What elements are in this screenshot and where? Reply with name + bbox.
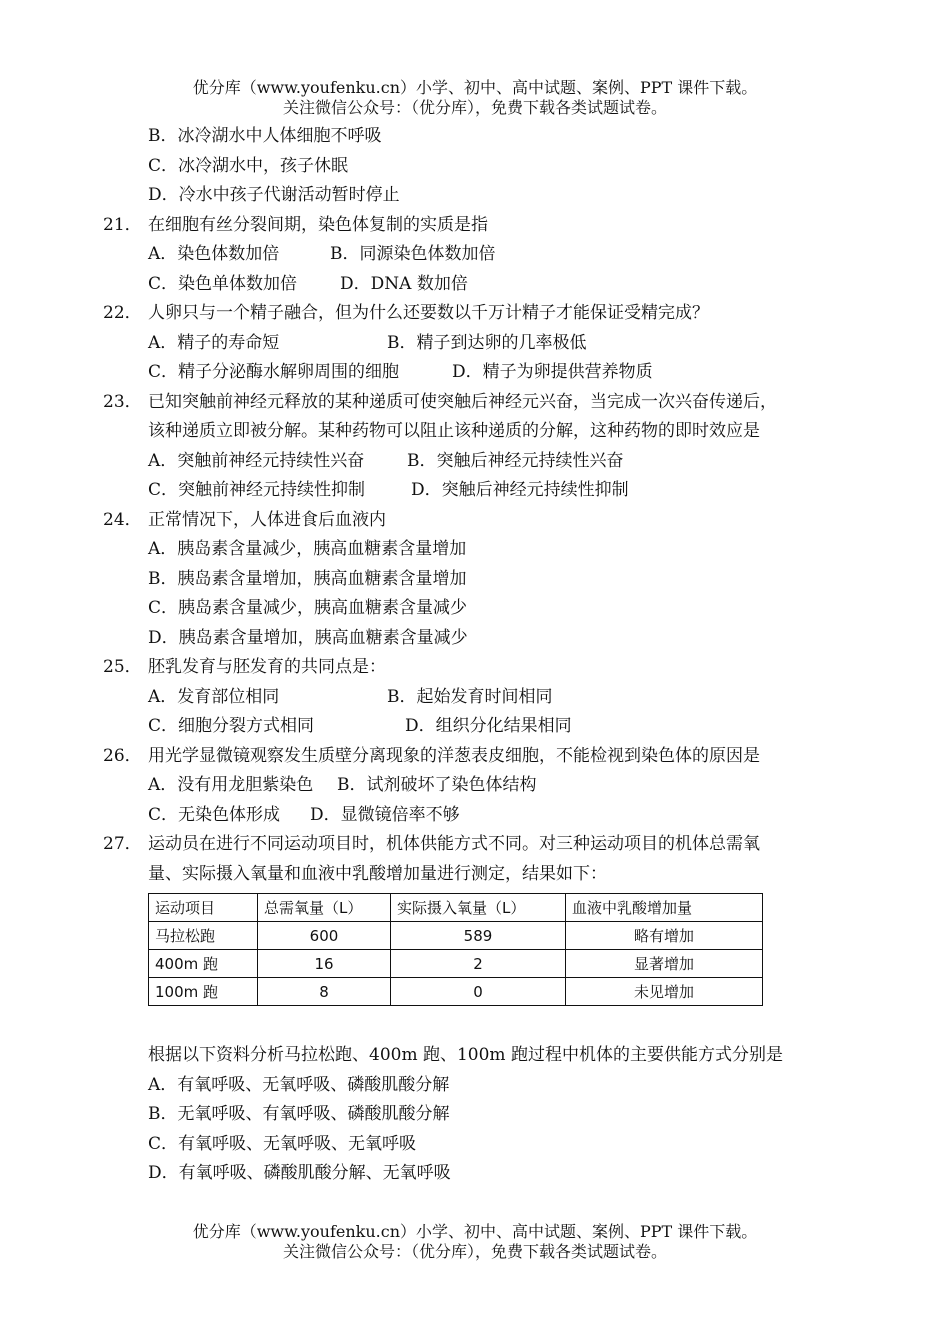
question-21: [0, 211, 950, 241]
table-row: [149, 922, 763, 950]
question-number: 26．: [103, 745, 142, 766]
question-stem: 胚乳发育与胚发育的共同点是：: [148, 657, 386, 677]
table-cell: 100m 跑: [149, 978, 258, 1006]
table-header-cell: 总需氧量（L）: [258, 894, 391, 922]
question-stem: 在细胞有丝分裂间期，染色体复制的实质是指: [148, 214, 488, 235]
prev-option-c: C．冰冷湖水中，孩子休眠: [148, 155, 349, 176]
q25-options-row-1: [0, 683, 950, 713]
q24-option-a: A．胰岛素含量减少，胰高血糖素含量增加: [148, 539, 467, 559]
q26-option-a: A．没有用龙胆紫染色: [148, 775, 314, 795]
q25-option-c: C．细胞分裂方式相同: [148, 716, 315, 736]
question-27: [0, 830, 950, 860]
q26-options-row-1: [0, 771, 950, 801]
q23-option-c: C．突触前神经元持续性抑制: [148, 480, 366, 500]
table-header-cell: 运动项目: [149, 894, 258, 922]
table-cell: 2: [391, 950, 566, 978]
table-row: [149, 950, 763, 978]
table-cell: 略有增加: [566, 922, 763, 950]
q26-option-b: B．试剂破坏了染色体结构: [337, 775, 537, 795]
question-content: [0, 122, 950, 889]
q25-option-b: B．起始发育时间相同: [387, 686, 553, 707]
question-stem: 人卵只与一个精子融合，但为什么还要数以千万计精子才能保证受精完成？: [148, 303, 709, 323]
q23-options-row-1: [0, 447, 950, 477]
q27-option-c: C．有氧呼吸、无氧呼吸、无氧呼吸: [148, 1133, 417, 1154]
q25-option-a: A．发育部位相同: [148, 686, 280, 707]
q21-option-d: D．DNA 数加倍: [340, 273, 468, 294]
question-25: [0, 653, 950, 683]
question-number: 24．: [103, 509, 142, 530]
q22-option-a: A．精子的寿命短: [148, 332, 280, 353]
q23-option-a: A．突触前神经元持续性兴奋: [148, 450, 365, 471]
q24-option-b: B．胰岛素含量增加，胰高血糖素含量增加: [148, 568, 467, 589]
q26-option-c: C．无染色体形成: [148, 804, 281, 825]
table-cell: 16: [258, 950, 391, 978]
question-22: [0, 299, 950, 329]
q21-options-row-2: [0, 270, 950, 300]
q22-options-row-2: [0, 358, 950, 388]
question-23: [0, 388, 950, 418]
q27-option-a: A．有氧呼吸、无氧呼吸、磷酸肌酸分解: [148, 1074, 450, 1095]
prev-option-d: D．冷水中孩子代谢活动暂时停止: [148, 185, 400, 205]
table-cell: 显著增加: [566, 950, 763, 978]
footer-line-2: 关注微信公众号：（优分库），免费下载各类试题试卷。: [282, 1242, 667, 1261]
q27-option-b: B．无氧呼吸、有氧呼吸、磷酸肌酸分解: [148, 1104, 450, 1124]
q25-option-d: D．组织分化结果相同: [405, 716, 572, 736]
question-stem: 正常情况下，人体进食后血液内: [148, 509, 386, 530]
q22-option-b: B．精子到达卵的几率极低: [387, 332, 587, 353]
q21-option-a: A．染色体数加倍: [148, 244, 280, 264]
question-24: [0, 506, 950, 536]
question-stem-continued: 量、实际摄入氧量和血液中乳酸增加量进行测定，结果如下：: [148, 863, 607, 884]
table-cell: 400m 跑: [149, 950, 258, 978]
prev-option-b: B．冰冷湖水中人体细胞不呼吸: [148, 126, 382, 146]
table-row: [149, 978, 763, 1006]
question-number: 23．: [103, 391, 142, 412]
q27-question-text: 根据以下资料分析马拉松跑、400m 跑、100m 跑过程中机体的主要供能方式分别是: [148, 1045, 783, 1065]
question-26: [0, 742, 950, 772]
q22-options-row-1: [0, 329, 950, 359]
q21-options-row-1: [0, 240, 950, 270]
q23-options-row-2: [0, 476, 950, 506]
question-number: 22．: [103, 303, 142, 323]
table-cell: 8: [258, 978, 391, 1006]
question-stem-continued: 该种递质立即被分解。某种药物可以阻止该种递质的分解，这种药物的即时效应是: [148, 421, 760, 441]
q24-option-c: C．胰岛素含量减少，胰高血糖素含量减少: [148, 598, 468, 618]
table-header-row: [149, 894, 763, 922]
page-header: [0, 78, 950, 118]
question-number: 25．: [103, 657, 142, 677]
page-footer: [0, 1222, 950, 1262]
table-header-cell: 实际摄入氧量（L）: [391, 894, 566, 922]
q25-options-row-2: [0, 712, 950, 742]
table-cell: 马拉松跑: [149, 922, 258, 950]
table-header-cell: 血液中乳酸增加量: [566, 894, 763, 922]
q23-option-d: D．突触后神经元持续性抑制: [411, 480, 629, 500]
q24-option-d: D．胰岛素含量增加，胰高血糖素含量减少: [148, 627, 468, 648]
question-stem: 用光学显微镜观察发生质壁分离现象的洋葱表皮细胞，不能检视到染色体的原因是: [148, 745, 760, 766]
q21-option-b: B．同源染色体数加倍: [330, 244, 496, 264]
q27-question-and-options: [0, 1041, 950, 1189]
q22-option-d: D．精子为卵提供营养物质: [452, 362, 653, 382]
question-number: 21．: [103, 214, 142, 235]
q26-options-row-2: [0, 801, 950, 831]
question-stem: 已知突触前神经元释放的某种递质可使突触后神经元兴奋，当完成一次兴奋传递后，: [148, 391, 777, 412]
table-cell: 600: [258, 922, 391, 950]
table-cell: 0: [391, 978, 566, 1006]
header-line-1: 优分库（www.youfenku.cn）小学、初中、高中试题、案例、PPT 课件下载。: [192, 78, 758, 97]
q21-option-c: C．染色单体数加倍: [148, 273, 298, 294]
q26-option-d: D．显微镜倍率不够: [310, 804, 460, 825]
q23-option-b: B．突触后神经元持续性兴奋: [407, 450, 624, 471]
question-stem: 运动员在进行不同运动项目时，机体供能方式不同。对三种运动项目的机体总需氧: [148, 834, 760, 854]
header-line-2: 关注微信公众号：（优分库），免费下载各类试题试卷。: [282, 98, 667, 117]
question-number: 27．: [103, 834, 142, 854]
q27-option-d: D．有氧呼吸、磷酸肌酸分解、无氧呼吸: [148, 1163, 451, 1183]
table-cell: 589: [391, 922, 566, 950]
footer-line-1: 优分库（www.youfenku.cn）小学、初中、高中试题、案例、PPT 课件下载。: [192, 1222, 758, 1241]
oxygen-data-table: [148, 893, 763, 1006]
q22-option-c: C．精子分泌酶水解卵周围的细胞: [148, 362, 400, 382]
table-cell: 未见增加: [566, 978, 763, 1006]
